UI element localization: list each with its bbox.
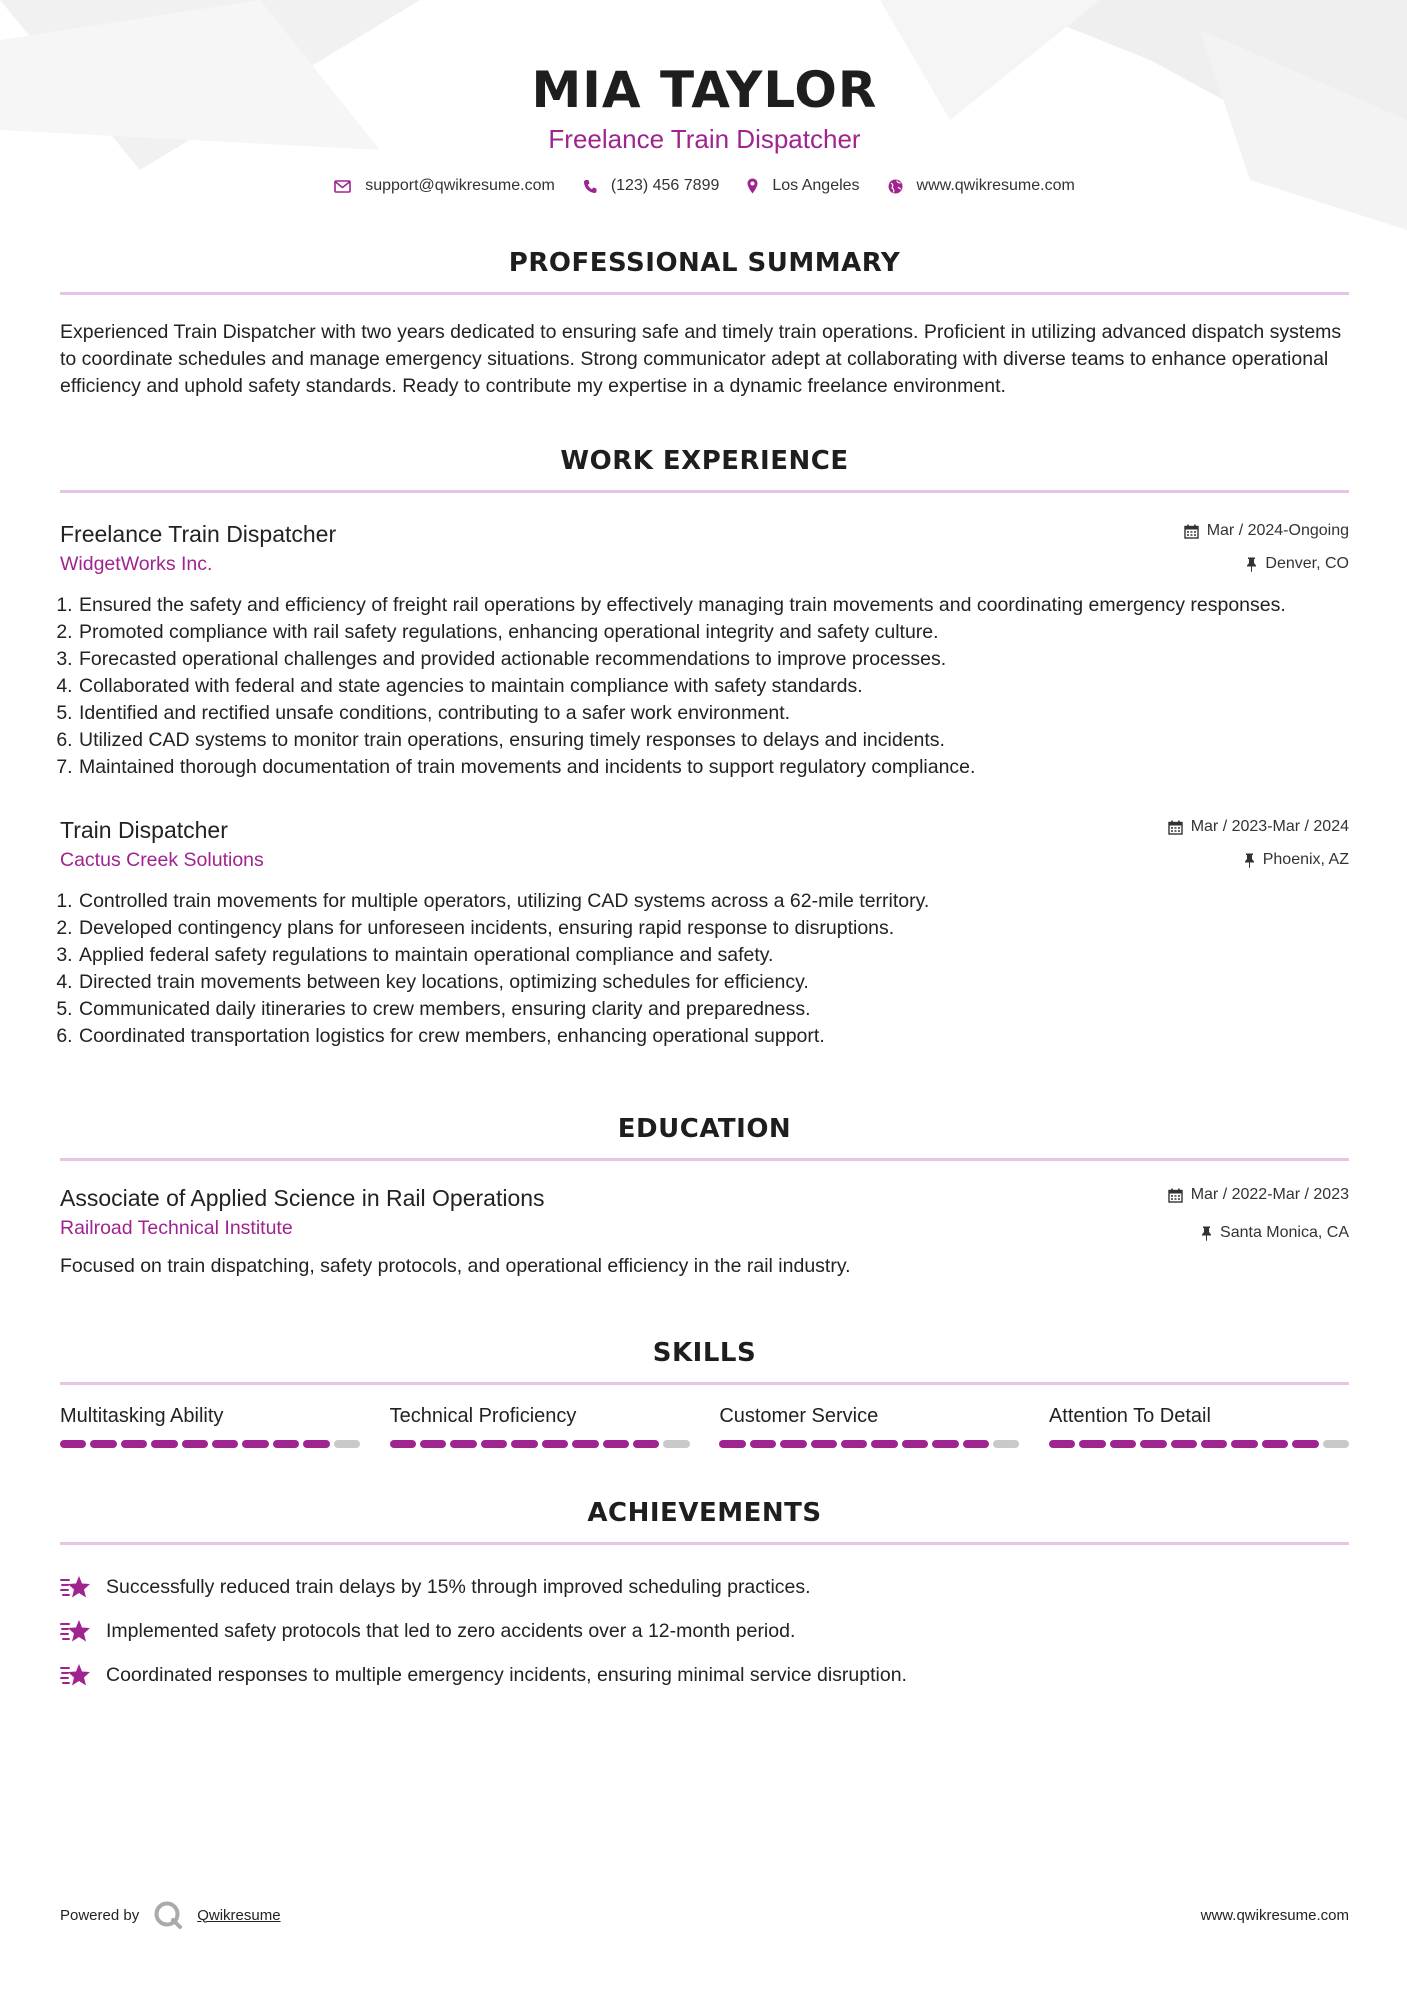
skill-level-segment (750, 1440, 776, 1448)
skill-level-segment (60, 1440, 86, 1448)
skill-level-bar (390, 1440, 690, 1448)
phone-icon (583, 179, 597, 194)
job-location: Phoenix, AZ (1262, 851, 1349, 868)
calendar-icon (1184, 524, 1199, 539)
skills-list (60, 1405, 1349, 1448)
job-title: Freelance Train Dispatcher (60, 521, 337, 547)
skill-level-segment (963, 1440, 989, 1448)
achievements-section (60, 1498, 1349, 1697)
list-item: 1. Controlled train movements for multiple operators, utilizing CAD systems across a 62-mile territory. (78, 888, 1349, 915)
skill-level-segment (182, 1440, 208, 1448)
section-divider (60, 490, 1349, 493)
skill-level-segment (390, 1440, 416, 1448)
skill-level-segment (242, 1440, 268, 1448)
contact-location-text: Los Angeles (772, 177, 860, 194)
job-company: Cactus Creek Solutions (60, 849, 264, 871)
contact-bar (60, 177, 1349, 195)
job-entry (60, 519, 1349, 781)
achievement-text: Successfully reduced train delays by 15% through improved scheduling practices. (106, 1575, 811, 1598)
skill-level-segment (90, 1440, 116, 1448)
skill-level-segment (811, 1440, 837, 1448)
resume-page (60, 0, 1349, 1697)
skill-level-segment (572, 1440, 598, 1448)
skill-level-segment (1079, 1440, 1105, 1448)
skill-level-segment (603, 1440, 629, 1448)
skills-section (60, 1338, 1349, 1448)
brand-link[interactable]: Qwikresume (197, 1906, 281, 1924)
skill-level-segment (719, 1440, 745, 1448)
section-divider (60, 1382, 1349, 1385)
list-item: 6. Utilized CAD systems to monitor train operations, ensuring timely responses to delays and incidents. (78, 727, 1349, 754)
resume-header (60, 0, 1349, 195)
star-badge-icon (60, 1618, 92, 1644)
pushpin-icon (1246, 557, 1257, 572)
contact-location (747, 177, 859, 195)
list-item: 4. Directed train movements between key locations, optimizing schedules for efficiency. (78, 969, 1349, 996)
skill-level-segment (303, 1440, 329, 1448)
contact-website-text: www.qwikresume.com (916, 177, 1075, 194)
skill-level-segment (1231, 1440, 1257, 1448)
skill-level-segment (542, 1440, 568, 1448)
achievements-list (60, 1565, 1349, 1697)
qwikresume-logo-icon (153, 1900, 183, 1930)
skill-item (1049, 1405, 1349, 1448)
contact-email-text: support@qwikresume.com (365, 177, 555, 194)
skill-level-segment (511, 1440, 537, 1448)
education-section (60, 1114, 1349, 1278)
skill-level-segment (841, 1440, 867, 1448)
list-item: 2. Promoted compliance with rail safety regulations, enhancing operational integrity and safety culture. (78, 619, 1349, 646)
education-location: Santa Monica, CA (1220, 1224, 1349, 1241)
calendar-icon (1168, 820, 1183, 835)
list-item: 3. Forecasted operational challenges and provided actionable recommendations to improve processes. (78, 646, 1349, 673)
education-description: Focused on train dispatching, safety protocols, and operational efficiency in the rail industry. (60, 1255, 851, 1277)
skill-level-segment (1292, 1440, 1318, 1448)
achievements-heading: ACHIEVEMENTS (587, 1498, 822, 1528)
skill-level-segment (1110, 1440, 1136, 1448)
skill-name: Technical Proficiency (389, 1405, 577, 1427)
skill-level-segment (273, 1440, 299, 1448)
pushpin-icon (1201, 1226, 1212, 1241)
skill-level-bar (719, 1440, 1019, 1448)
achievement-text: Implemented safety protocols that led to zero accidents over a 12-month period. (106, 1619, 796, 1642)
skill-level-segment (633, 1440, 659, 1448)
job-bullets (60, 888, 1349, 1050)
skill-item (719, 1405, 1019, 1448)
achievement-item (60, 1565, 1349, 1609)
pushpin-icon (1244, 853, 1255, 868)
list-item: 5. Identified and rectified unsafe conditions, contributing to a safer work environment. (78, 700, 1349, 727)
skill-level-segment (871, 1440, 897, 1448)
skill-level-segment (1171, 1440, 1197, 1448)
contact-email[interactable] (334, 177, 555, 195)
list-item: 3. Applied federal safety regulations to maintain operational compliance and safety. (78, 942, 1349, 969)
skill-name: Attention To Detail (1048, 1405, 1211, 1427)
skill-name: Multitasking Ability (60, 1405, 224, 1427)
contact-phone[interactable] (583, 177, 720, 195)
globe-icon (888, 179, 903, 194)
degree-title: Associate of Applied Science in Rail Operations (60, 1185, 545, 1211)
skill-item (60, 1405, 360, 1448)
skill-level-segment (1201, 1440, 1227, 1448)
skill-item (390, 1405, 690, 1448)
achievement-item (60, 1653, 1349, 1697)
candidate-title: Freelance Train Dispatcher (548, 124, 861, 154)
experience-heading: WORK EXPERIENCE (560, 446, 849, 476)
section-divider (60, 292, 1349, 295)
education-dates: Mar / 2022-Mar / 2023 (1190, 1186, 1349, 1203)
achievement-item (60, 1609, 1349, 1653)
skill-level-segment (420, 1440, 446, 1448)
powered-by-label: Powered by (60, 1906, 140, 1924)
list-item: 2. Developed contingency plans for unforeseen incidents, ensuring rapid response to disruptions. (78, 915, 1349, 942)
skill-level-segment (481, 1440, 507, 1448)
envelope-icon (334, 180, 351, 193)
summary-section (60, 248, 1349, 400)
skill-level-segment (932, 1440, 958, 1448)
job-dates: Mar / 2023-Mar / 2024 (1190, 818, 1349, 835)
job-location: Denver, CO (1265, 555, 1349, 572)
skill-level-segment (1262, 1440, 1288, 1448)
list-item: 5. Communicated daily itineraries to crew members, ensuring clarity and preparedness. (78, 996, 1349, 1023)
skill-level-bar (1049, 1440, 1349, 1448)
list-item: 6. Coordinated transportation logistics for crew members, enhancing operational support. (78, 1023, 1349, 1050)
list-item: 4. Collaborated with federal and state agencies to maintain compliance with safety standards. (78, 673, 1349, 700)
job-entry (60, 815, 1349, 1050)
calendar-icon (1168, 1188, 1183, 1203)
skill-level-segment (663, 1440, 689, 1448)
skill-level-segment (151, 1440, 177, 1448)
achievement-text: Coordinated responses to multiple emergency incidents, ensuring minimal service disruption. (106, 1663, 907, 1686)
job-company: WidgetWorks Inc. (60, 553, 213, 575)
skill-name: Customer Service (719, 1405, 879, 1427)
list-item: 1. Ensured the safety and efficiency of freight rail operations by effectively managing train movements and coordinating emergency responses. (78, 592, 1349, 619)
star-badge-icon (60, 1574, 92, 1600)
section-divider (60, 1158, 1349, 1161)
skill-level-segment (902, 1440, 928, 1448)
skill-level-segment (1323, 1440, 1349, 1448)
section-divider (60, 1542, 1349, 1545)
education-entry (60, 1183, 1349, 1278)
map-pin-icon (747, 178, 758, 194)
summary-heading: PROFESSIONAL SUMMARY (508, 248, 901, 278)
school-name: Railroad Technical Institute (60, 1217, 293, 1239)
resume-footer (60, 1900, 1349, 1930)
summary-text: Experienced Train Dispatcher with two years dedicated to ensuring safe and timely train operations. Proficient in utilizing advanced dispatch systems to coordinate schedules and manage emergency situations. Strong communicator adept at collaborating with diverse teams to enhance operational efficiency and uphold safety standards. Ready to contribute my expertise in a dynamic freelance environment. (60, 321, 1342, 397)
candidate-name: MIA TAYLOR (531, 61, 878, 119)
skill-level-segment (450, 1440, 476, 1448)
footer-url[interactable]: www.qwikresume.com (1200, 1906, 1349, 1924)
skill-level-segment (334, 1440, 360, 1448)
contact-website[interactable] (888, 177, 1075, 195)
list-item: 7. Maintained thorough documentation of train movements and incidents to support regulatory compliance. (78, 754, 1349, 781)
education-heading: EDUCATION (617, 1114, 792, 1144)
job-dates: Mar / 2024-Ongoing (1206, 522, 1349, 539)
skill-level-segment (780, 1440, 806, 1448)
job-title: Train Dispatcher (60, 817, 228, 843)
skill-level-segment (993, 1440, 1019, 1448)
star-badge-icon (60, 1662, 92, 1688)
skill-level-segment (121, 1440, 147, 1448)
experience-section (60, 446, 1349, 1050)
skills-heading: SKILLS (652, 1338, 757, 1368)
skill-level-segment (1049, 1440, 1075, 1448)
skill-level-bar (60, 1440, 360, 1448)
contact-phone-text: (123) 456 7899 (610, 177, 720, 194)
skill-level-segment (212, 1440, 238, 1448)
job-bullets (60, 592, 1349, 781)
skill-level-segment (1140, 1440, 1166, 1448)
